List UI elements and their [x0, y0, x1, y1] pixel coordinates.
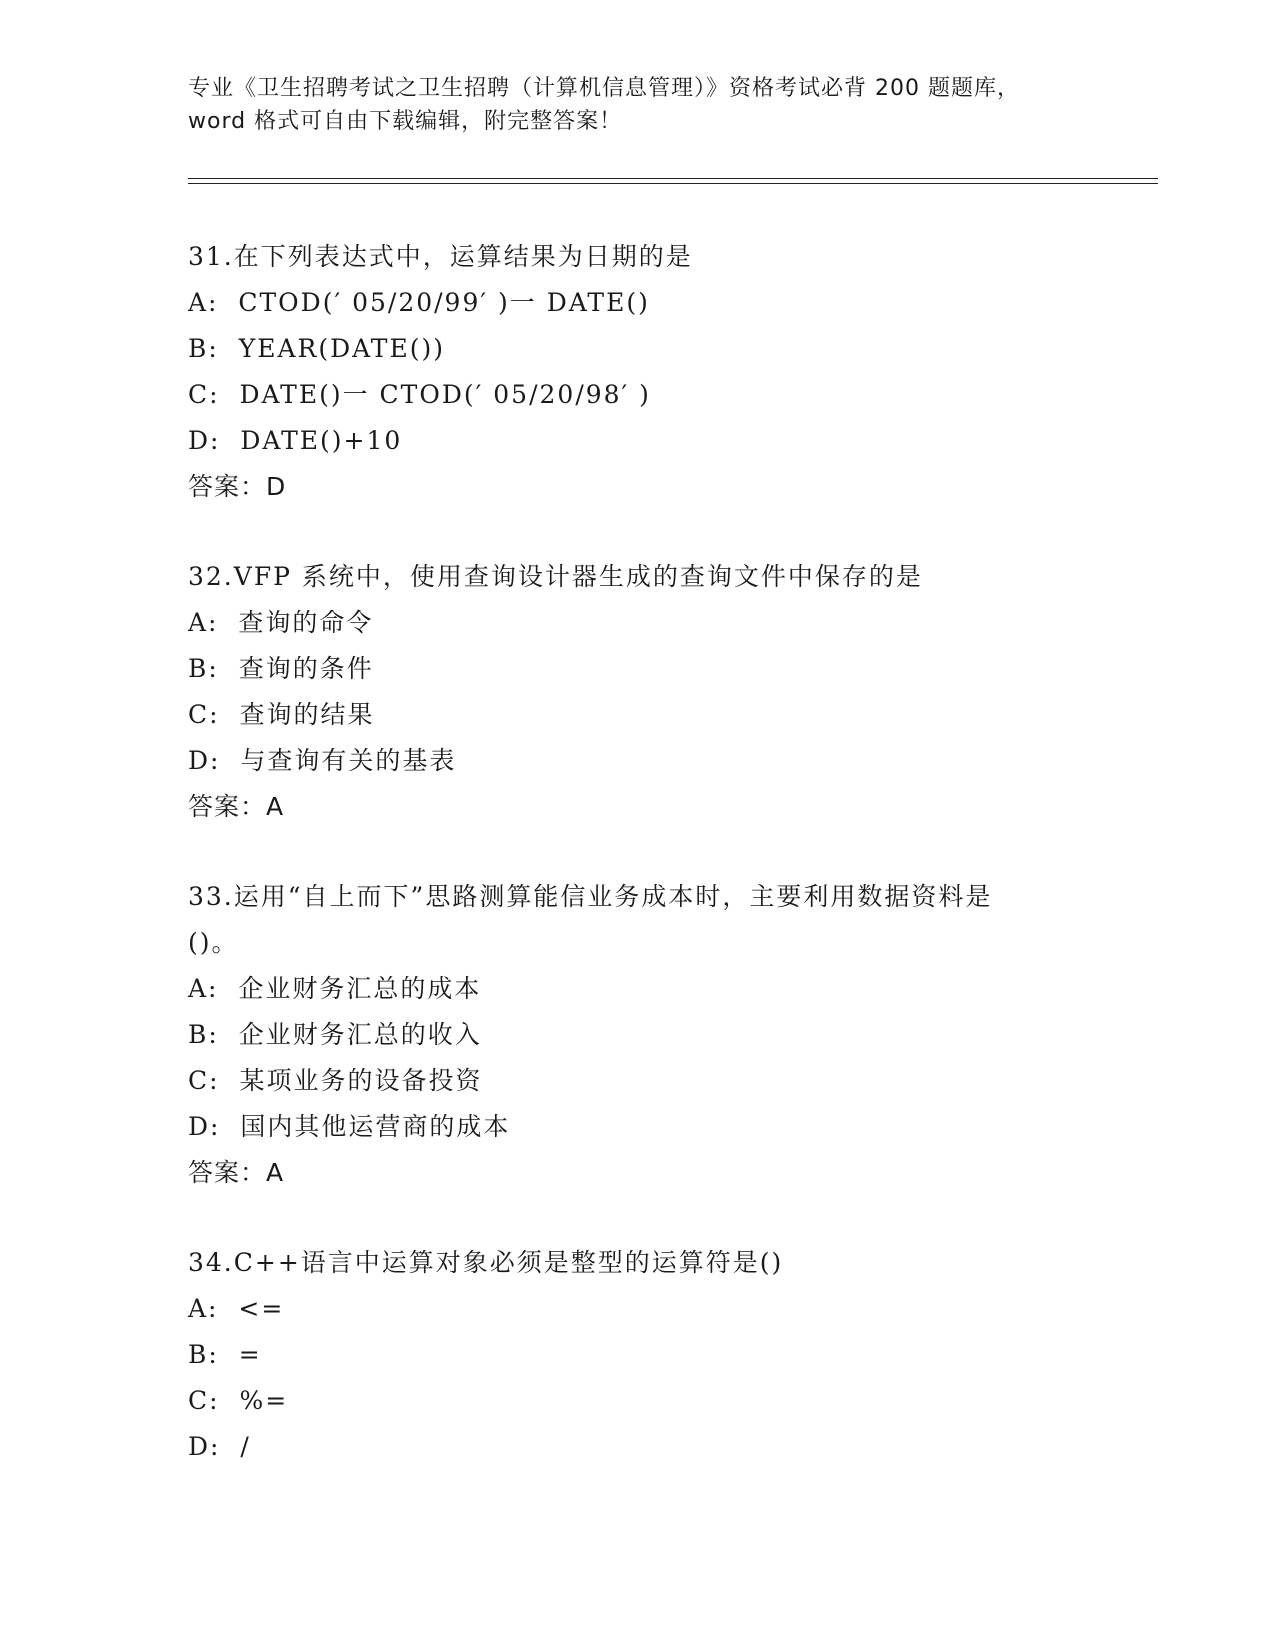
- option-d: D: DATE()+10: [188, 426, 403, 455]
- question-stem: 32.VFP 系统中，使用查询设计器生成的查询文件中保存的是: [188, 562, 923, 591]
- answer-line: 答案：A: [188, 1158, 285, 1187]
- option-b: B: 查询的条件: [188, 654, 374, 683]
- option-b: B: 企业财务汇总的收入: [188, 1020, 482, 1049]
- question-stem-continuation: ()。: [188, 928, 239, 957]
- header-divider-bottom: [188, 183, 1158, 184]
- option-d: D: 与查询有关的基表: [188, 746, 457, 775]
- option-d: D: 国内其他运营商的成本: [188, 1112, 511, 1141]
- option-c: C: 某项业务的设备投资: [188, 1066, 483, 1095]
- option-a: A: 企业财务汇总的成本: [188, 974, 482, 1003]
- question-34: [188, 1240, 1088, 1470]
- option-c: C: 查询的结果: [188, 700, 375, 729]
- option-b: B: YEAR(DATE()): [188, 334, 445, 363]
- option-b: B: =: [188, 1340, 262, 1369]
- option-c: C: DATE()一 CTOD(′ 05/20/98′ ): [188, 380, 651, 409]
- option-a: A: <=: [188, 1294, 285, 1323]
- question-31: [188, 234, 1088, 510]
- header-divider-top: [188, 178, 1158, 179]
- question-stem: 34.C++语言中运算对象必须是整型的运算符是(): [188, 1248, 784, 1277]
- document-header: [188, 72, 1088, 138]
- option-a: A: 查询的命令: [188, 608, 374, 637]
- question-stem: 31.在下列表达式中，运算结果为日期的是: [188, 242, 693, 271]
- option-a: A: CTOD(′ 05/20/99′ )一 DATE(): [188, 288, 650, 317]
- header-line-2: word 格式可自由下载编辑，附完整答案！: [188, 109, 623, 134]
- question-33: [188, 874, 1088, 1196]
- option-c: C: %=: [188, 1386, 289, 1415]
- question-32: [188, 554, 1088, 830]
- answer-line: 答案：D: [188, 472, 287, 501]
- option-d: D: /: [188, 1432, 251, 1461]
- answer-line: 答案：A: [188, 792, 285, 821]
- header-line-1: 专业《卫生招聘考试之卫生招聘（计算机信息管理）》资格考试必背 200 题题库，: [188, 76, 1020, 101]
- question-stem: 33.运用“自上而下”思路测算能信业务成本时，主要利用数据资料是: [188, 882, 993, 911]
